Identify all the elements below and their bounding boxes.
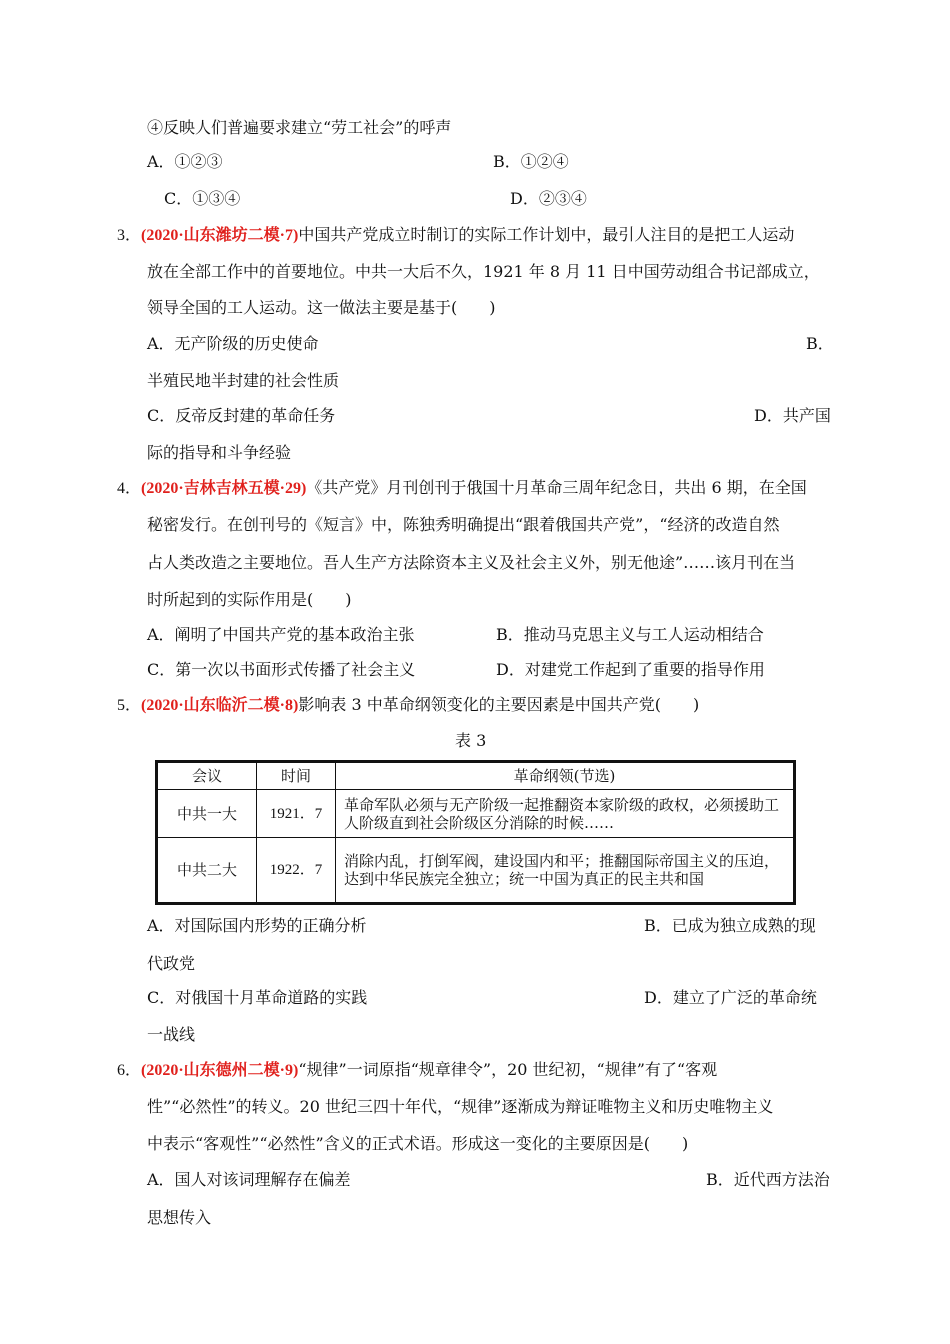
table-row bbox=[157, 838, 795, 904]
question-6-stem-line-2: 性”“必然性”的转义。20 世纪三四十年代，“规律”逐渐成为辩证唯物主义和历史唯物主义 bbox=[147, 1097, 774, 1116]
q5-option-b-text[interactable]: 代政党 bbox=[147, 954, 196, 973]
q5-option-c[interactable]: C．对俄国十月革命道路的实践 bbox=[147, 988, 368, 1007]
stem-text: 《共产党》月刊创刊于俄国十月革命三周年纪念日，共出 6 期，在全国 bbox=[306, 478, 807, 497]
question-4-stem-line-3: 占人类改造之主要地位。吾人生产方法除资本主义及社会主义外，别无他途”……该月刊在当 bbox=[147, 553, 796, 572]
question-5-stem bbox=[117, 695, 699, 716]
q6-option-b-label[interactable]: B．近代西方法治 bbox=[706, 1170, 830, 1189]
q2-option-a[interactable]: A．①②③ bbox=[147, 152, 223, 171]
table-header: 革命纲领(节选) bbox=[336, 762, 795, 790]
q3-option-a[interactable]: A．无产阶级的历史使命 bbox=[147, 334, 319, 353]
q5-option-b-label[interactable]: B．已成为独立成熟的现 bbox=[644, 916, 816, 935]
revolution-program-table bbox=[155, 760, 796, 905]
q2-option-c[interactable]: C．①③④ bbox=[164, 189, 241, 208]
q4-option-d[interactable]: D．对建党工作起到了重要的指导作用 bbox=[496, 660, 765, 679]
q6-option-b-text[interactable]: 思想传入 bbox=[147, 1208, 212, 1227]
q6-option-a[interactable]: A．国人对该词理解存在偏差 bbox=[147, 1170, 351, 1189]
q4-option-a[interactable]: A．阐明了中国共产党的基本政治主张 bbox=[147, 625, 415, 644]
q3-option-b-label[interactable]: B． bbox=[806, 334, 834, 353]
question-source: (2020·吉林吉林五模·29) bbox=[141, 480, 307, 497]
question-source: (2020·山东潍坊二模·7) bbox=[141, 227, 299, 244]
table-cell-meeting: 中共一大 bbox=[157, 790, 257, 838]
question-4-stem-line-4: 时所起到的实际作用是( ) bbox=[147, 590, 352, 609]
q4-option-c[interactable]: C．第一次以书面形式传播了社会主义 bbox=[147, 660, 416, 679]
question-4-stem-line-2: 秘密发行。在创刊号的《短言》中，陈独秀明确提出“跟着俄国共产党”，“经济的改造自然 bbox=[147, 515, 780, 534]
question-number: 4． bbox=[117, 480, 142, 497]
table-cell-program: 消除内乱，打倒军阀，建设国内和平；推翻国际帝国主义的压迫，达到中华民族完全独立；统一中国为真正的民主共和国 bbox=[336, 838, 795, 904]
q5-option-d-text[interactable]: 一战线 bbox=[147, 1025, 196, 1044]
question-4-stem-line-1 bbox=[117, 478, 807, 499]
question-3-stem-line-2: 放在全部工作中的首要地位。中共一大后不久，1921 年 8 月 11 日中国劳动组合书记部成立， bbox=[147, 262, 820, 281]
stem-text: 中国共产党成立时制订的实际工作计划中，最引人注目的是把工人运动 bbox=[298, 225, 795, 244]
q3-option-c[interactable]: C．反帝反封建的革命任务 bbox=[147, 406, 336, 425]
table-header: 会议 bbox=[157, 762, 257, 790]
question-6-stem-line-1 bbox=[117, 1060, 717, 1081]
table-cell-time: 1922．7 bbox=[257, 838, 336, 904]
question-6-stem-line-3: 中表示“客观性”“必然性”含义的正式术语。形成这一变化的主要原因是( ) bbox=[147, 1134, 689, 1153]
stem-text: 影响表 3 中革命纲领变化的主要因素是中国共产党( ) bbox=[298, 695, 700, 714]
table-cell-time: 1921．7 bbox=[257, 790, 336, 838]
table-header: 时间 bbox=[257, 762, 336, 790]
table-caption: 表 3 bbox=[455, 731, 487, 750]
q3-option-b-text[interactable]: 半殖民地半封建的社会性质 bbox=[147, 371, 340, 390]
table-cell-program: 革命军队必须与无产阶级一起推翻资本家阶级的政权，必须援助工人阶级直到社会阶级区分消除的时候…… bbox=[336, 790, 795, 838]
q5-option-a[interactable]: A．对国际国内形势的正确分析 bbox=[147, 916, 367, 935]
question-number: 5． bbox=[117, 697, 142, 714]
question-3-stem-line-3: 领导全国的工人运动。这一做法主要是基于( ) bbox=[147, 298, 496, 317]
q2-option-b[interactable]: B．①②④ bbox=[493, 152, 569, 171]
q4-option-b[interactable]: B．推动马克思主义与工人运动相结合 bbox=[496, 625, 764, 644]
q5-option-d-label[interactable]: D．建立了广泛的革命统 bbox=[644, 988, 817, 1007]
stem-text: “规律”一词原指“规章律令”，20 世纪初，“规律”有了“客观 bbox=[298, 1060, 718, 1079]
table-row bbox=[157, 790, 795, 838]
question-source: (2020·山东临沂二模·8) bbox=[141, 697, 299, 714]
table-header-row bbox=[157, 762, 795, 790]
question-number: 6． bbox=[117, 1062, 142, 1079]
q2-option-d[interactable]: D．②③④ bbox=[510, 189, 587, 208]
q3-option-d-text[interactable]: 际的指导和斗争经验 bbox=[147, 443, 292, 462]
question-source: (2020·山东德州二模·9) bbox=[141, 1062, 299, 1079]
q2-item-4: ④反映人们普遍要求建立“劳工社会”的呼声 bbox=[147, 118, 452, 137]
question-3-stem-line-1 bbox=[117, 225, 794, 246]
q3-option-d-label[interactable]: D．共产国 bbox=[754, 406, 831, 425]
question-number: 3． bbox=[117, 227, 142, 244]
table-cell-meeting: 中共二大 bbox=[157, 838, 257, 904]
